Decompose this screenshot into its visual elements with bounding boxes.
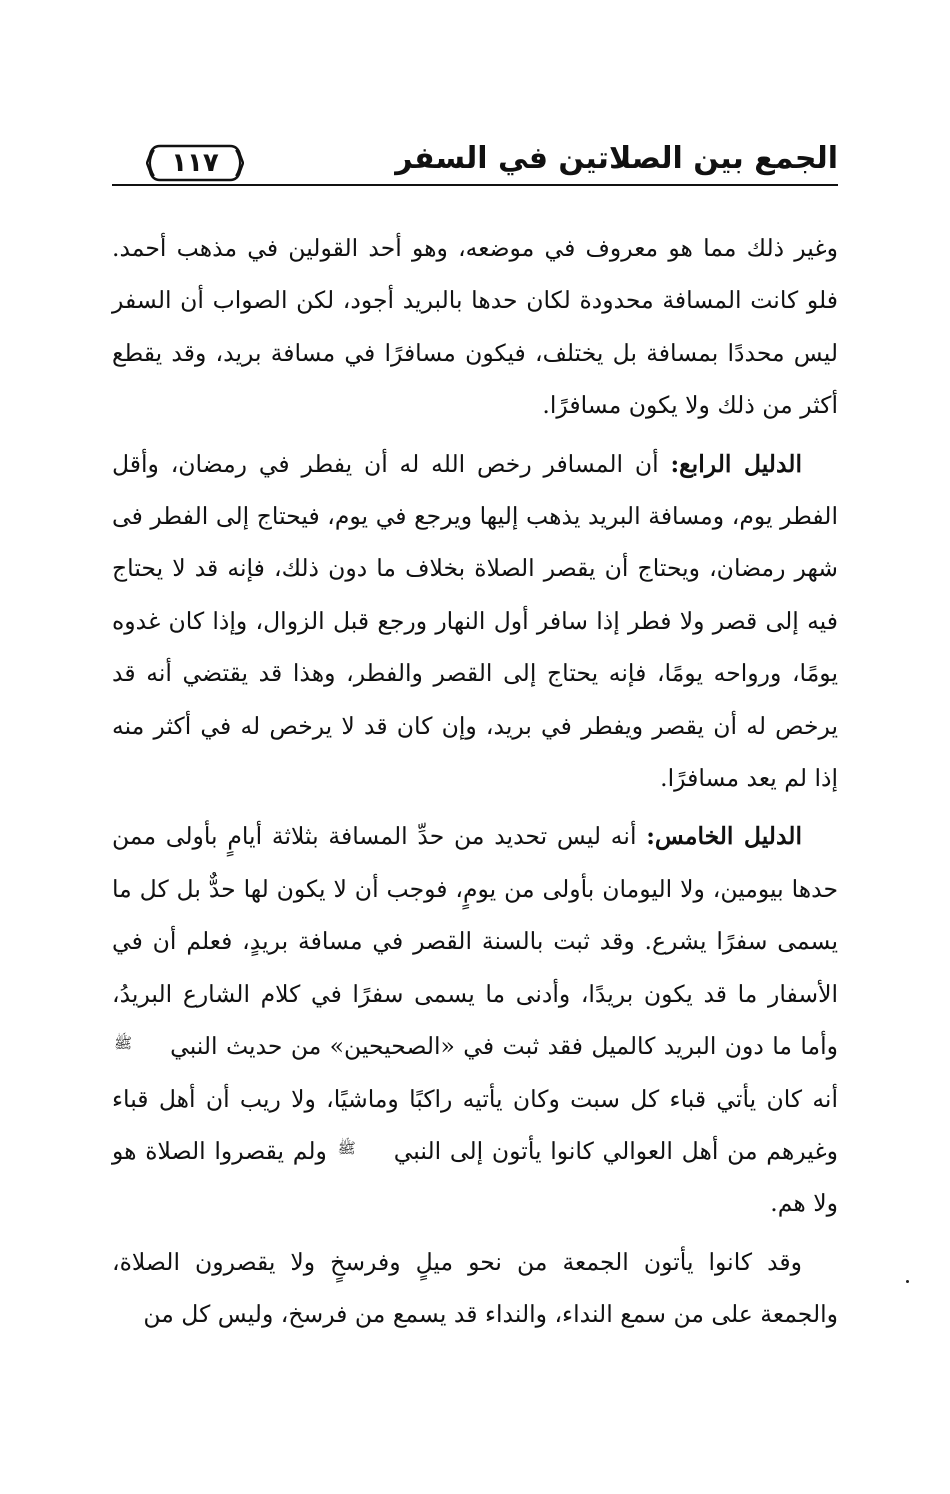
- page-number-badge: [146, 143, 244, 183]
- paragraph-2-heading: الدليل الرابع:: [670, 449, 802, 478]
- paragraph-3-heading: الدليل الخامس:: [646, 822, 802, 851]
- paragraph-2: [112, 438, 838, 805]
- page-number: ١١٧: [171, 148, 219, 178]
- paragraph-3-text-a: أنه ليس تحديد من حدِّ المسافة بثلاثة أيامٍ بأولى ممن حدها بيومين، ولا اليومان بأولى من يومٍ، فوجب أن لا يكون لها حدٌّ بل كل ما يسمى سفرًا يشرع. وقد ثبت بالسنة القصر في مسافة بريدٍ، فعلم أن في الأسفار ما قد يكون بريدًا، وأدنى ما يسمى سفرًا في كلام الشارع البريدُ، وأما ما دون البريد كالميل فقد ثبت في «الصحيحين» من حديث النبي: [112, 822, 838, 1061]
- running-header: [112, 138, 838, 194]
- paragraph-1-text: وغير ذلك مما هو معروف في موضعه، وهو أحد القولين في مذهب أحمد. فلو كانت المسافة محدودة لكان حدها بالبريد أجود، لكن الصواب أن السفر ليس محددًا بمسافة بل يختلف، فيكون مسافرًا في مسافة بريد، وقد يقطع أكثر من ذلك ولا يكون مسافرًا.: [112, 234, 838, 420]
- paragraph-1: [112, 222, 838, 432]
- stray-ink-dot: [906, 1280, 909, 1283]
- body-text: [112, 222, 838, 1347]
- paragraph-3-text-b: أنه كان يأتي قباء كل سبت وكان يأتيه راكبًا وماشيًا، ولا ريب أن أهل قباء وغيرهم من أهل العوالي كانوا يأتون إلى النبي: [112, 1084, 838, 1165]
- paragraph-2-text: أن المسافر رخص الله له أن يفطر في رمضان، وأقل الفطر يوم، ومسافة البريد يذهب إليها ويرجع في يوم، فيحتاج إلى الفطر فى شهر رمضان، ويحتاج أن يقصر الصلاة بخلاف ما دون ذلك، فإنه قد لا يحتاج فيه إلى قصر ولا فطر إذا سافر أول النهار ورجع قبل الزوال، وإذا كان غدوه يومًا، ورواحه يومًا، فإنه يحتاج إلى القصر والفطر، وهذا قد يقتضي أنه قد يرخص له أن يقصر ويفطر في بريد، وإن كان قد لا يرخص له في أكثر منه إذا لم يعد مسافرًا.: [112, 449, 838, 793]
- salla-honorific-icon: ﷺ: [114, 1034, 133, 1053]
- header-title: الجمع بين الصلاتين في السفر: [395, 141, 838, 176]
- paragraph-4-text: وقد كانوا يأتون الجمعة من نحو ميلٍ وفرسخٍ ولا يقصرون الصلاة، والجمعة على من سمع النداء، والنداء قد يسمع من فرسخ، وليس كل من: [112, 1247, 838, 1329]
- paragraph-3-text-c: ولم يقصروا الصلاة هو ولا هم.: [112, 1136, 838, 1218]
- paragraph-3: [112, 810, 838, 1229]
- salla-honorific-icon: ﷺ: [337, 1138, 356, 1157]
- paragraph-4: [112, 1236, 838, 1341]
- header-rule: [112, 184, 838, 186]
